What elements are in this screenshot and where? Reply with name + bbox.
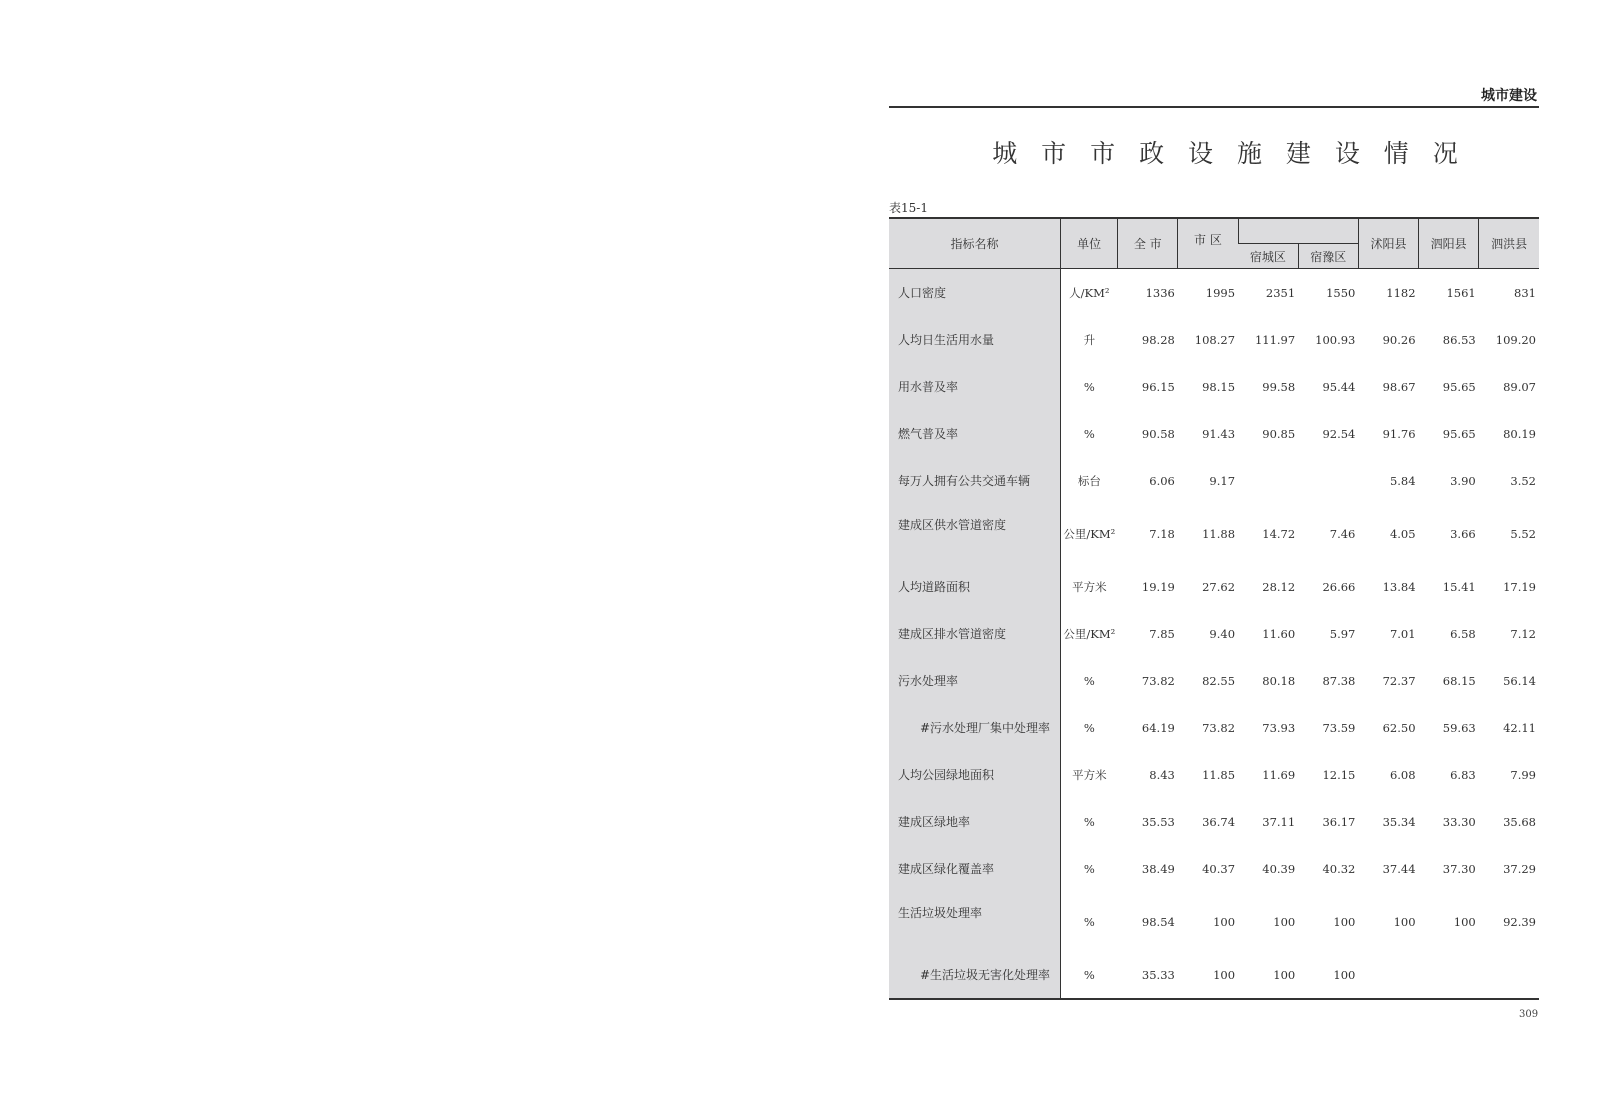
header-sihong: 泗洪县 [1479, 218, 1539, 269]
value-cell: 38.49 [1141, 861, 1175, 876]
indicator-name: 用水普及率 [889, 363, 1061, 410]
value-cell: 4.05 [1389, 526, 1416, 541]
indicator-name: 建成区供水管道密度 [889, 504, 1061, 563]
header-city-area: 市 区 [1178, 218, 1238, 269]
value-cell: 100 [1273, 967, 1296, 982]
table-row [889, 704, 1539, 751]
value-cell: 100.93 [1315, 332, 1356, 347]
value-cell: 90.58 [1141, 426, 1175, 441]
value-cell: 7.18 [1149, 526, 1175, 541]
indicator-unit: % [1083, 914, 1095, 929]
value-cell: 17.19 [1503, 579, 1536, 594]
value-cell: 100 [1453, 914, 1476, 929]
value-cell: 98.15 [1202, 379, 1236, 394]
value-cell: 5.84 [1389, 473, 1416, 488]
value-cell: 7.01 [1389, 626, 1416, 641]
value-cell: 11.85 [1202, 767, 1236, 782]
value-cell: 35.33 [1141, 967, 1175, 982]
header-siyang: 泗阳县 [1419, 218, 1479, 269]
value-cell: 98.28 [1141, 332, 1175, 347]
indicator-unit: 公里/KM² [1063, 526, 1116, 541]
indicator-unit: 标台 [1077, 473, 1101, 488]
table-row [889, 951, 1539, 999]
value-cell: 36.17 [1322, 814, 1356, 829]
value-cell: 90.26 [1382, 332, 1416, 347]
value-cell: 5.97 [1329, 626, 1356, 641]
header-suyu: 宿豫区 [1298, 244, 1358, 269]
value-cell: 59.63 [1442, 720, 1476, 735]
value-cell [1479, 951, 1539, 999]
value-cell: 91.76 [1382, 426, 1416, 441]
value-cell: 33.30 [1442, 814, 1476, 829]
indicator-unit: % [1083, 814, 1095, 829]
indicator-unit: 升 [1083, 332, 1096, 347]
value-cell: 95.44 [1322, 379, 1356, 394]
value-cell: 92.39 [1503, 914, 1536, 929]
value-cell: 100 [1333, 914, 1356, 929]
indicator-name: 人均日生活用水量 [889, 316, 1061, 363]
value-cell: 96.15 [1141, 379, 1175, 394]
value-cell: 68.15 [1442, 673, 1476, 688]
indicator-name: 建成区绿化覆盖率 [889, 845, 1061, 892]
value-cell: 98.54 [1141, 914, 1175, 929]
table-row [889, 657, 1539, 704]
header-unit: 单位 [1061, 218, 1118, 269]
value-cell: 11.88 [1202, 526, 1236, 541]
value-cell: 80.19 [1503, 426, 1536, 441]
value-cell: 37.30 [1442, 861, 1476, 876]
indicator-unit: % [1083, 861, 1095, 876]
document-page [889, 80, 1539, 1000]
value-cell: 100 [1273, 914, 1296, 929]
table-row [889, 410, 1539, 457]
value-cell: 11.69 [1262, 767, 1296, 782]
indicator-name: 生活垃圾处理率 [889, 892, 1061, 951]
indicator-unit: 平方米 [1072, 579, 1107, 594]
value-cell: 89.07 [1503, 379, 1536, 394]
indicator-unit: 人/KM² [1069, 285, 1110, 300]
table-row [889, 610, 1539, 657]
value-cell: 90.85 [1262, 426, 1296, 441]
value-cell: 3.52 [1510, 473, 1536, 488]
value-cell: 108.27 [1194, 332, 1236, 347]
value-cell: 91.43 [1202, 426, 1236, 441]
indicator-name: #污水处理厂集中处理率 [889, 704, 1061, 751]
value-cell: 99.58 [1262, 379, 1296, 394]
indicator-name: 建成区绿地率 [889, 798, 1061, 845]
section-label: 城市建设 [1481, 88, 1537, 104]
value-cell: 8.43 [1149, 767, 1175, 782]
table-row [889, 363, 1539, 410]
table-row [889, 457, 1539, 504]
table-row [889, 563, 1539, 610]
value-cell: 73.82 [1202, 720, 1236, 735]
value-cell: 3.66 [1450, 526, 1476, 541]
value-cell: 37.44 [1382, 861, 1416, 876]
header-total: 全 市 [1118, 218, 1178, 269]
value-cell: 56.14 [1503, 673, 1536, 688]
value-cell: 35.34 [1382, 814, 1416, 829]
value-cell: 40.37 [1202, 861, 1236, 876]
page-number: 309 [1519, 1009, 1539, 1020]
value-cell: 7.12 [1510, 626, 1536, 641]
value-cell: 42.11 [1503, 720, 1536, 735]
page-title: 城 市 市 政 设 施 建 设 情 况 [992, 139, 1466, 168]
value-cell: 109.20 [1495, 332, 1536, 347]
value-cell: 15.41 [1442, 579, 1476, 594]
value-cell [1419, 951, 1479, 999]
value-cell [1298, 457, 1358, 504]
value-cell: 73.59 [1322, 720, 1356, 735]
value-cell [1358, 951, 1418, 999]
value-cell: 82.55 [1202, 673, 1236, 688]
value-cell [1238, 457, 1298, 504]
indicator-unit: 公里/KM² [1063, 626, 1116, 641]
value-cell: 73.93 [1262, 720, 1296, 735]
value-cell: 35.53 [1141, 814, 1175, 829]
value-cell: 36.74 [1202, 814, 1236, 829]
value-cell: 831 [1514, 285, 1536, 300]
value-cell: 98.67 [1382, 379, 1416, 394]
value-cell: 3.90 [1450, 473, 1476, 488]
value-cell: 13.84 [1382, 579, 1416, 594]
value-cell: 100 [1213, 914, 1236, 929]
indicator-name: 污水处理率 [889, 657, 1061, 704]
value-cell: 9.17 [1209, 473, 1236, 488]
value-cell: 12.15 [1322, 767, 1356, 782]
indicator-unit: % [1083, 673, 1095, 688]
indicator-unit: 平方米 [1072, 767, 1107, 782]
value-cell: 9.40 [1209, 626, 1236, 641]
value-cell: 1550 [1326, 285, 1356, 300]
indicator-name: 燃气普及率 [889, 410, 1061, 457]
table-number: 表15-1 [889, 201, 928, 215]
value-cell: 6.08 [1389, 767, 1416, 782]
value-cell: 87.38 [1322, 673, 1356, 688]
table-row [889, 504, 1539, 563]
value-cell: 7.99 [1510, 767, 1536, 782]
indicator-name: 每万人拥有公共交通车辆 [889, 457, 1061, 504]
header-sucheng: 宿城区 [1238, 244, 1298, 269]
value-cell: 92.54 [1322, 426, 1356, 441]
indicator-name: 人口密度 [889, 269, 1061, 317]
value-cell: 6.06 [1149, 473, 1175, 488]
value-cell: 14.72 [1262, 526, 1296, 541]
value-cell: 111.97 [1254, 332, 1296, 347]
value-cell: 40.39 [1262, 861, 1296, 876]
table-row [889, 845, 1539, 892]
table-row [889, 316, 1539, 363]
value-cell: 40.32 [1322, 861, 1356, 876]
indicator-name: 人均公园绿地面积 [889, 751, 1061, 798]
value-cell: 2351 [1265, 285, 1296, 300]
value-cell: 5.52 [1510, 526, 1536, 541]
value-cell: 100 [1213, 967, 1236, 982]
value-cell: 95.65 [1442, 426, 1476, 441]
value-cell: 1561 [1446, 285, 1476, 300]
value-cell: 11.60 [1262, 626, 1296, 641]
indicator-name: 人均道路面积 [889, 563, 1061, 610]
value-cell: 80.18 [1262, 673, 1296, 688]
value-cell: 64.19 [1141, 720, 1175, 735]
indicator-name: #生活垃圾无害化处理率 [889, 951, 1061, 999]
value-cell: 73.82 [1141, 673, 1175, 688]
value-cell: 1336 [1145, 285, 1175, 300]
value-cell: 95.65 [1442, 379, 1476, 394]
table-header [889, 218, 1539, 269]
header-shuyang: 沭阳县 [1358, 218, 1418, 269]
value-cell: 7.46 [1329, 526, 1356, 541]
statistics-table [889, 217, 1539, 1000]
value-cell: 1182 [1386, 285, 1416, 300]
value-cell: 1995 [1205, 285, 1236, 300]
value-cell: 37.11 [1262, 814, 1296, 829]
section-header [889, 80, 1539, 108]
value-cell: 19.19 [1141, 579, 1175, 594]
value-cell: 100 [1393, 914, 1416, 929]
value-cell: 62.50 [1382, 720, 1416, 735]
indicator-name: 建成区排水管道密度 [889, 610, 1061, 657]
value-cell: 7.85 [1149, 626, 1175, 641]
indicator-unit: % [1083, 426, 1095, 441]
table-row [889, 269, 1539, 317]
value-cell: 6.58 [1450, 626, 1476, 641]
table-row [889, 798, 1539, 845]
value-cell: 6.83 [1450, 767, 1476, 782]
header-city-area-spacer [1238, 218, 1358, 244]
indicator-unit: % [1083, 967, 1095, 982]
value-cell: 27.62 [1202, 579, 1236, 594]
indicator-unit: % [1083, 379, 1095, 394]
table-body [889, 269, 1539, 1000]
value-cell: 28.12 [1262, 579, 1296, 594]
value-cell: 72.37 [1382, 673, 1416, 688]
indicator-unit: % [1083, 720, 1095, 735]
value-cell: 26.66 [1322, 579, 1356, 594]
table-row [889, 751, 1539, 798]
value-cell: 86.53 [1442, 332, 1476, 347]
value-cell: 100 [1333, 967, 1356, 982]
value-cell: 35.68 [1503, 814, 1536, 829]
value-cell: 37.29 [1503, 861, 1536, 876]
table-row [889, 892, 1539, 951]
header-indicator: 指标名称 [889, 218, 1061, 269]
